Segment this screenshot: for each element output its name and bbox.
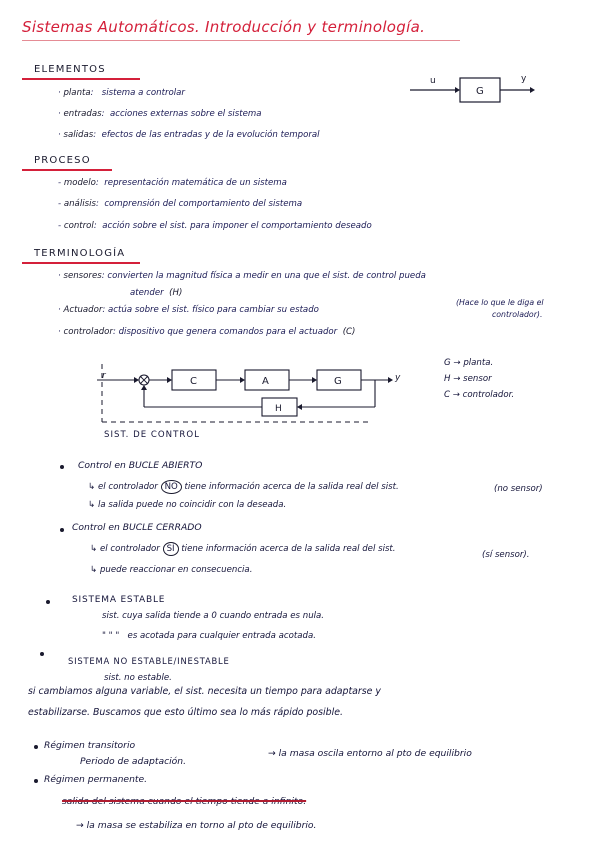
list-item-controlador: · controlador: dispositivo que genera comandos para el actuador (C) <box>58 327 356 337</box>
stable-heading: SISTEMA ESTABLE <box>72 595 166 605</box>
bullet-icon <box>46 600 50 604</box>
output-label: y <box>395 373 401 383</box>
bullet-icon <box>34 779 38 783</box>
diagram-caption: SIST. DE CONTROL <box>104 430 200 440</box>
list-item-actuador: · Actuador: actúa sobre el sist. físico para cambiar su estado <box>58 305 319 315</box>
actuador-note: (Hace lo que le diga el <box>456 298 544 307</box>
permanent-line: → la masa se estabiliza en torno al pto de equilibrio. <box>76 820 317 831</box>
bullet-icon <box>40 652 44 656</box>
legend-item: G → planta. <box>444 358 494 368</box>
input-label: u <box>430 76 436 86</box>
section-heading-terminologia: TERMINOLOGÍA <box>34 248 126 259</box>
stable-line: " " " es acotada para cualquier entrada acotada. <box>102 631 316 641</box>
open-loop-heading: Control en BUCLE ABIERTO <box>78 460 203 471</box>
plant-block-diagram <box>405 70 545 110</box>
list-item-sensores-cont: atender (H) <box>130 288 183 298</box>
list-item: · salidas: efectos de las entradas y de la evolución temporal <box>58 130 320 140</box>
list-item: - control: acción sobre el sist. para imponer el comportamiento deseado <box>58 221 372 231</box>
heading-underline <box>22 262 140 264</box>
no-circle: NO <box>161 480 182 494</box>
open-loop-line: ↳ el controlador NO tiene información acerca de la salida real del sist. <box>88 482 399 492</box>
heading-underline <box>22 78 140 80</box>
block-label: G <box>476 86 484 97</box>
a-label: A <box>262 376 269 387</box>
struck-line: salida del sistema cuando el tiempo tiende a infinito. <box>62 796 307 807</box>
open-loop-line: ↳ la salida puede no coincidir con la deseada. <box>88 500 287 510</box>
transient-line: Periodo de adaptación. <box>80 756 187 767</box>
bullet-icon <box>34 745 38 749</box>
transient-note: → la masa oscila entorno al pto de equilibrio <box>268 748 472 759</box>
page-title: Sistemas Automáticos. Introducción y terminología. <box>22 18 426 36</box>
reference-label: r <box>102 371 106 381</box>
actuador-note-cont: controlador). <box>492 310 543 319</box>
unstable-heading: SISTEMA NO ESTABLE/INESTABLE <box>68 656 230 666</box>
legend-item: H → sensor <box>444 374 492 384</box>
transient-heading: Régimen transitorio <box>44 740 136 751</box>
unstable-line: sist. no estable. <box>104 673 172 683</box>
change-paragraph: estabilizarse. Buscamos que esto último sea lo más rápido posible. <box>28 707 343 718</box>
g-label: G <box>334 376 342 387</box>
closed-loop-line: ↳ el controlador SÍ tiene información acerca de la salida real del sist. <box>90 544 396 554</box>
title-underline <box>22 40 460 41</box>
list-item: · entradas: acciones externas sobre el sistema <box>58 109 262 119</box>
section-heading-proceso: PROCESO <box>34 155 91 166</box>
legend-item: C → controlador. <box>444 390 515 400</box>
bullet-icon <box>60 528 64 532</box>
si-circle: SÍ <box>163 542 179 556</box>
closed-loop-note: (sí sensor). <box>482 550 530 560</box>
list-item-sensores: · sensores: convierten la magnitud física a medir en una que el sist. de control pueda <box>58 271 426 281</box>
section-heading-elementos: ELEMENTOS <box>34 64 106 75</box>
output-label: y <box>521 74 527 84</box>
permanent-heading: Régimen permanente. <box>44 774 148 785</box>
change-paragraph: si cambiamos alguna variable, el sist. necesita un tiempo para adaptarse y <box>28 686 381 697</box>
list-item: - modelo: representación matemática de un sistema <box>58 178 287 188</box>
list-item: · planta: sistema a controlar <box>58 88 185 98</box>
closed-loop-heading: Control en BUCLE CERRADO <box>72 522 202 533</box>
stable-line: sist. cuya salida tiende a 0 cuando entrada es nula. <box>102 611 325 621</box>
list-item: - análisis: comprensión del comportamiento del sistema <box>58 199 303 209</box>
heading-underline <box>22 169 112 171</box>
open-loop-note: (no sensor) <box>494 484 543 494</box>
closed-loop-line: ↳ puede reaccionar en consecuencia. <box>90 565 253 575</box>
h-label: H <box>275 404 282 414</box>
bullet-icon <box>60 465 64 469</box>
c-label: C <box>190 376 197 387</box>
